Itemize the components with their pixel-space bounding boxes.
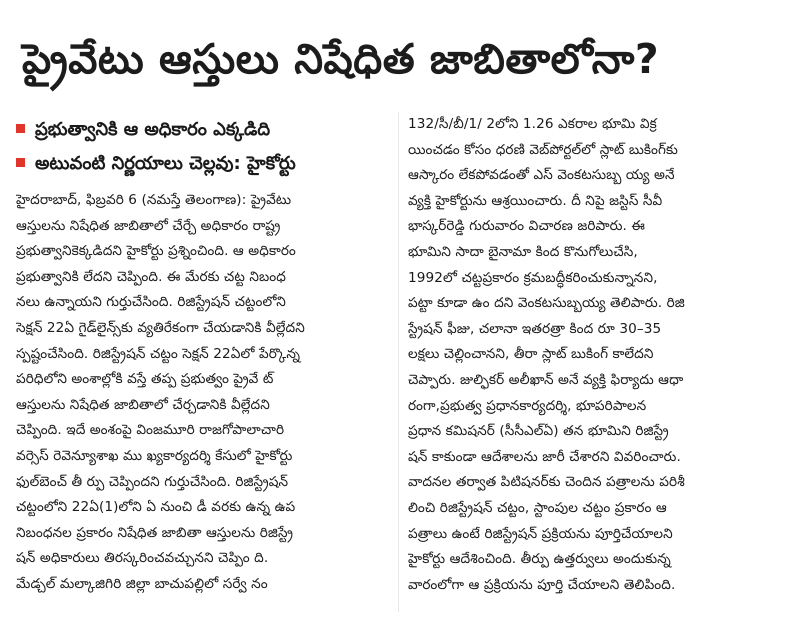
- body-column-right: [408, 112, 784, 598]
- body-column-left: [16, 188, 394, 598]
- body-line: చట్టంలోని 22ఏ(1)లోని ఏ నుంచి డీ వరకు ఉన్న ఉప: [16, 499, 296, 516]
- body-line: వారంలోగా ఆ ప్రక్రియను పూర్తి చేయాలని తెలిపింది.: [408, 576, 676, 593]
- body-line: స్ట్రేషన్ ఫీజు, చలానా ఇతరత్రా కింద రూ 30–35: [408, 320, 662, 337]
- body-line: సెక్షన్ 22ఏ గైడ్‌లైన్స్‌కు వ్యతిరేకంగా చేయడానికి వీల్లేదని: [16, 319, 305, 336]
- body-line: ప్రభుత్వానికి లేదని చెప్పింది. ఈ మేరకు చట్ట నిబంధ: [16, 268, 286, 285]
- body-line: యించడం కోసం ధరణి వెబ్‌పోర్టల్‌లో స్లాట్ బుకింగ్‌కు: [408, 141, 678, 158]
- body-line: షన్ కాకుండా ఆదేశాలను జారీ చేశారని వివరించారు.: [408, 448, 681, 465]
- body-line: ప్రభుత్వానికెక్కడిదని హైకోర్టు ప్రశ్నించింది. ఆ అధికారం: [16, 243, 296, 260]
- headline: ప్రైవేటు ఆస్తులు నిషేధిత జాబితాలోనా?: [22, 35, 660, 83]
- body-line: పట్టా కూడా ఉం దని వెంకటసుబ్బయ్య తెలిపారు. రిజి: [408, 295, 685, 312]
- body-line: నిబంధనల ప్రకారం నిషేధిత జాబితా ఆస్తులను రిజిస్ట్రే: [16, 524, 294, 541]
- subhead-text: ప్రభుత్వానికి ఆ అధికారం ఎక్కడిది: [35, 119, 271, 140]
- subhead-2: [16, 149, 296, 179]
- body-line: వాదనల తర్వాత పిటిషనర్‌కు చెందిన పత్రాలను పరిశీ: [408, 474, 685, 491]
- body-line: భూమిని సాదా బైనామా కింద కొనుగోలుచేసి,: [408, 243, 638, 260]
- body-line: షన్ అధికారులు తిరస్కరించవచ్చునని చెప్పిం ది.: [16, 550, 269, 567]
- subhead-1: [16, 115, 270, 145]
- column-divider: [398, 112, 399, 612]
- body-line: లించి రిజిస్ట్రేషన్ చట్టం, స్టాంపుల చట్టం ప్రకారం ఆ: [408, 499, 667, 516]
- body-line: రంగా,ప్రభుత్వ ప్రధానకార్యదర్శి, భూపరిపాలన: [408, 397, 647, 414]
- body-line: నలు ఉన్నాయని గుర్తుచేసింది. రిజిస్ట్రేషన్ చట్టంలోని: [16, 294, 286, 311]
- body-line: లక్షలు చెల్లించానని, తీరా స్లాట్ బుకింగ్ కాలేదని: [408, 346, 654, 363]
- body-line: హైకోర్టు ఆదేశించింది. తీర్పు ఉత్తర్వులు అందుకున్న: [408, 551, 671, 568]
- body-line: చెప్పింది. ఇదే అంశంపై వింజమూరి రాజగోపాలాచారి: [16, 422, 285, 439]
- body-line: మేడ్చల్ మల్కాజిగిరి జిల్లా బాచుపల్లిలో సర్వే నం: [16, 575, 268, 592]
- body-line: ప్రధాన కమిషనర్ (సీసీఎల్ఏ) తన భూమిని రిజిస్ట్రే: [408, 423, 669, 440]
- body-line: ఆస్తులను నిషేధిత జాబితాలో చేర్చే అధికారం రాష్ట్ర: [16, 217, 281, 234]
- body-line: 132/సీ/బీ/1/ 2లోని 1.26 ఎకరాల భూమి విక్ర: [408, 116, 657, 132]
- body-line: ఫుల్‌బెంచ్ తీ ర్పు చెప్పిందని గుర్తుచేసింది. రిజిస్ట్రేషన్: [16, 473, 289, 490]
- body-line: ఆస్తులను నిషేధిత జాబితాలో చేర్చడానికి వీల్లేదని: [16, 396, 270, 413]
- body-line: భాస్కర్‌రెడ్డి గురువారం విచారణ జరిపారు. ఈ: [408, 218, 645, 235]
- body-line: వ్యక్తి హైకోర్టును ఆశ్రయించారు. దీ నిపై జస్టిస్ సీవీ: [408, 192, 663, 209]
- body-line: పత్రాలు ఉంటే రిజిస్ట్రేషన్ ప్రక్రియను పూర్తిచేయాలని: [408, 525, 673, 542]
- subhead-text: అటువంటి నిర్ణయాలు చెల్లవు: హైకోర్టు: [35, 153, 296, 174]
- body-line: వర్సెస్ రెవెన్యూశాఖ ము ఖ్యకార్యదర్శి కేసులో హైకోర్టు: [16, 447, 293, 464]
- body-line: స్పష్టంచేసింది. రిజిస్ట్రేషన్ చట్టం సెక్షన్ 22ఏలో పేర్కొన్న: [16, 345, 300, 362]
- body-line: హైదరాబాద్, ఫిబ్రవరి 6 (నమస్తే తెలంగాణ): ప్రైవేటు: [16, 192, 292, 208]
- body-line: చెప్పారు. జుల్ఫికర్ అలీఖాన్ అనే వ్యక్తి ఫిర్యాదు ఆధా: [408, 371, 684, 388]
- body-line: ఆస్కారం లేకపోవడంతో ఎస్ వెంకటసుబ్బ య్య అనే: [408, 167, 675, 184]
- body-line: 1992లో చట్టప్రకారం క్రమబద్ధీకరించుకున్నానని,: [408, 269, 658, 286]
- body-line: పరిధిలోని అంశాల్లోకి వస్తే తప్ప ప్రభుత్వం ప్రైవే ట్: [16, 371, 274, 388]
- red-square-bullet-icon: [16, 124, 25, 133]
- red-square-bullet-icon: [16, 158, 25, 167]
